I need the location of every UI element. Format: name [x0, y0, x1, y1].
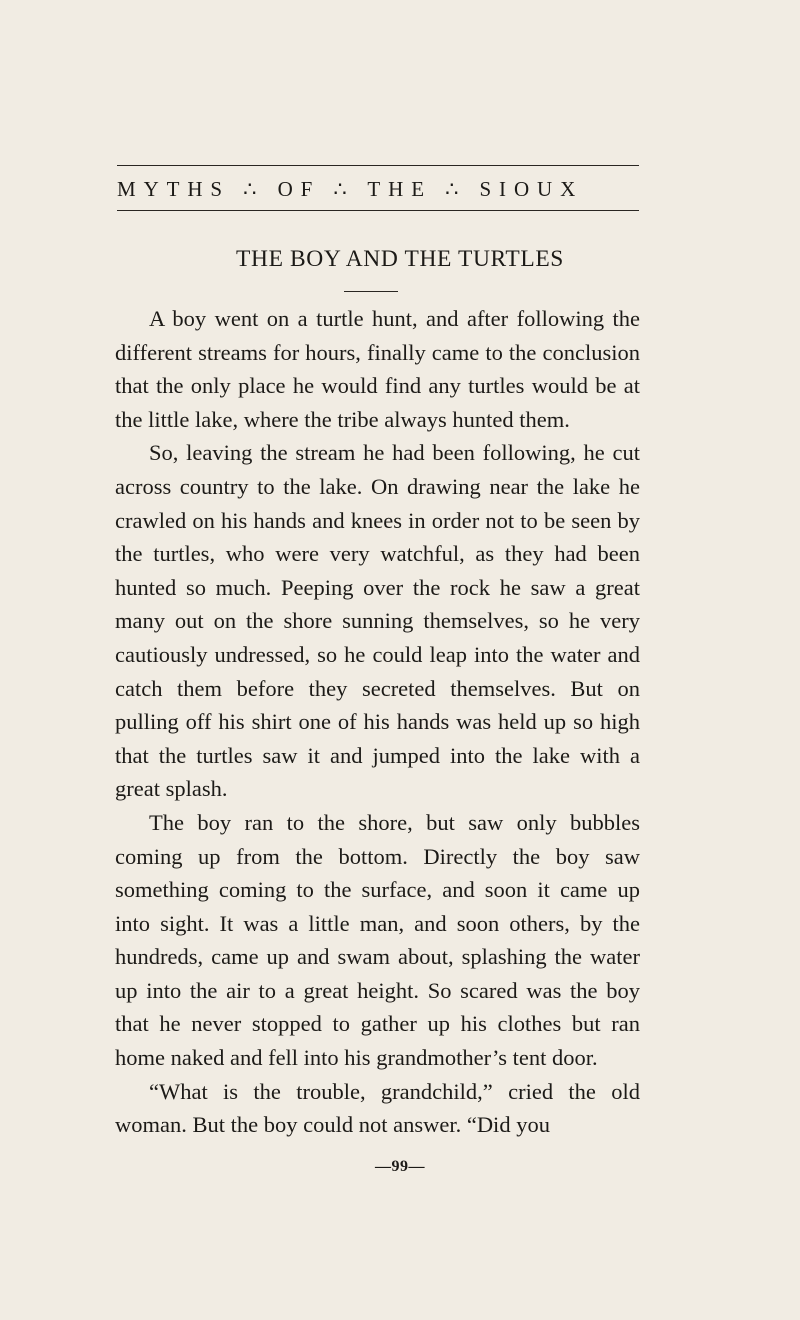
paragraph: “What is the trouble, grandchild,” cried the old woman. But the boy could not answer. “Did you [115, 1078, 640, 1138]
running-head-text: MYTHS ∴ OF ∴ THE ∴ SIOUX [117, 177, 584, 201]
paragraph: A boy went on a turtle hunt, and after following the different streams for hours, finally came to the conclusion that the only place he would find any turtles would be at the little lake, where the tribe always hunted them. [115, 306, 640, 432]
chapter-title: THE BOY AND THE TURTLES [236, 246, 564, 272]
title-divider [344, 291, 398, 292]
header-bottom-rule [117, 210, 639, 211]
header-top-rule [117, 165, 639, 166]
paragraph: The boy ran to the shore, but saw only bubbles coming up from the bottom. Directly the boy saw something coming to the surface, and soon it came up into sight. It was a little man, and soon others, by the hundreds, came up and swam about, splashing the water up into the air to a great height. So scared was the boy that he never stopped to gather up his clothes but ran home naked and fell into his grandmother’s tent door. [115, 809, 640, 1071]
body-text [115, 302, 640, 1142]
running-head [117, 165, 639, 211]
paragraph: So, leaving the stream he had been following, he cut across country to the lake. On drawing near the lake he crawled on his hands and knees in order not to be seen by the turtles, who were very watchful, as they had been hunted so much. Peeping over the rock he saw a great many out on the shore sunning themselves, so he very cautiously undressed, so he could leap into the water and catch them before they secreted themselves. But on pulling off his shirt one of his hands was held up so high that the turtles saw it and jumped into the lake with a great splash. [115, 440, 640, 802]
page-number: —99— [375, 1158, 425, 1175]
